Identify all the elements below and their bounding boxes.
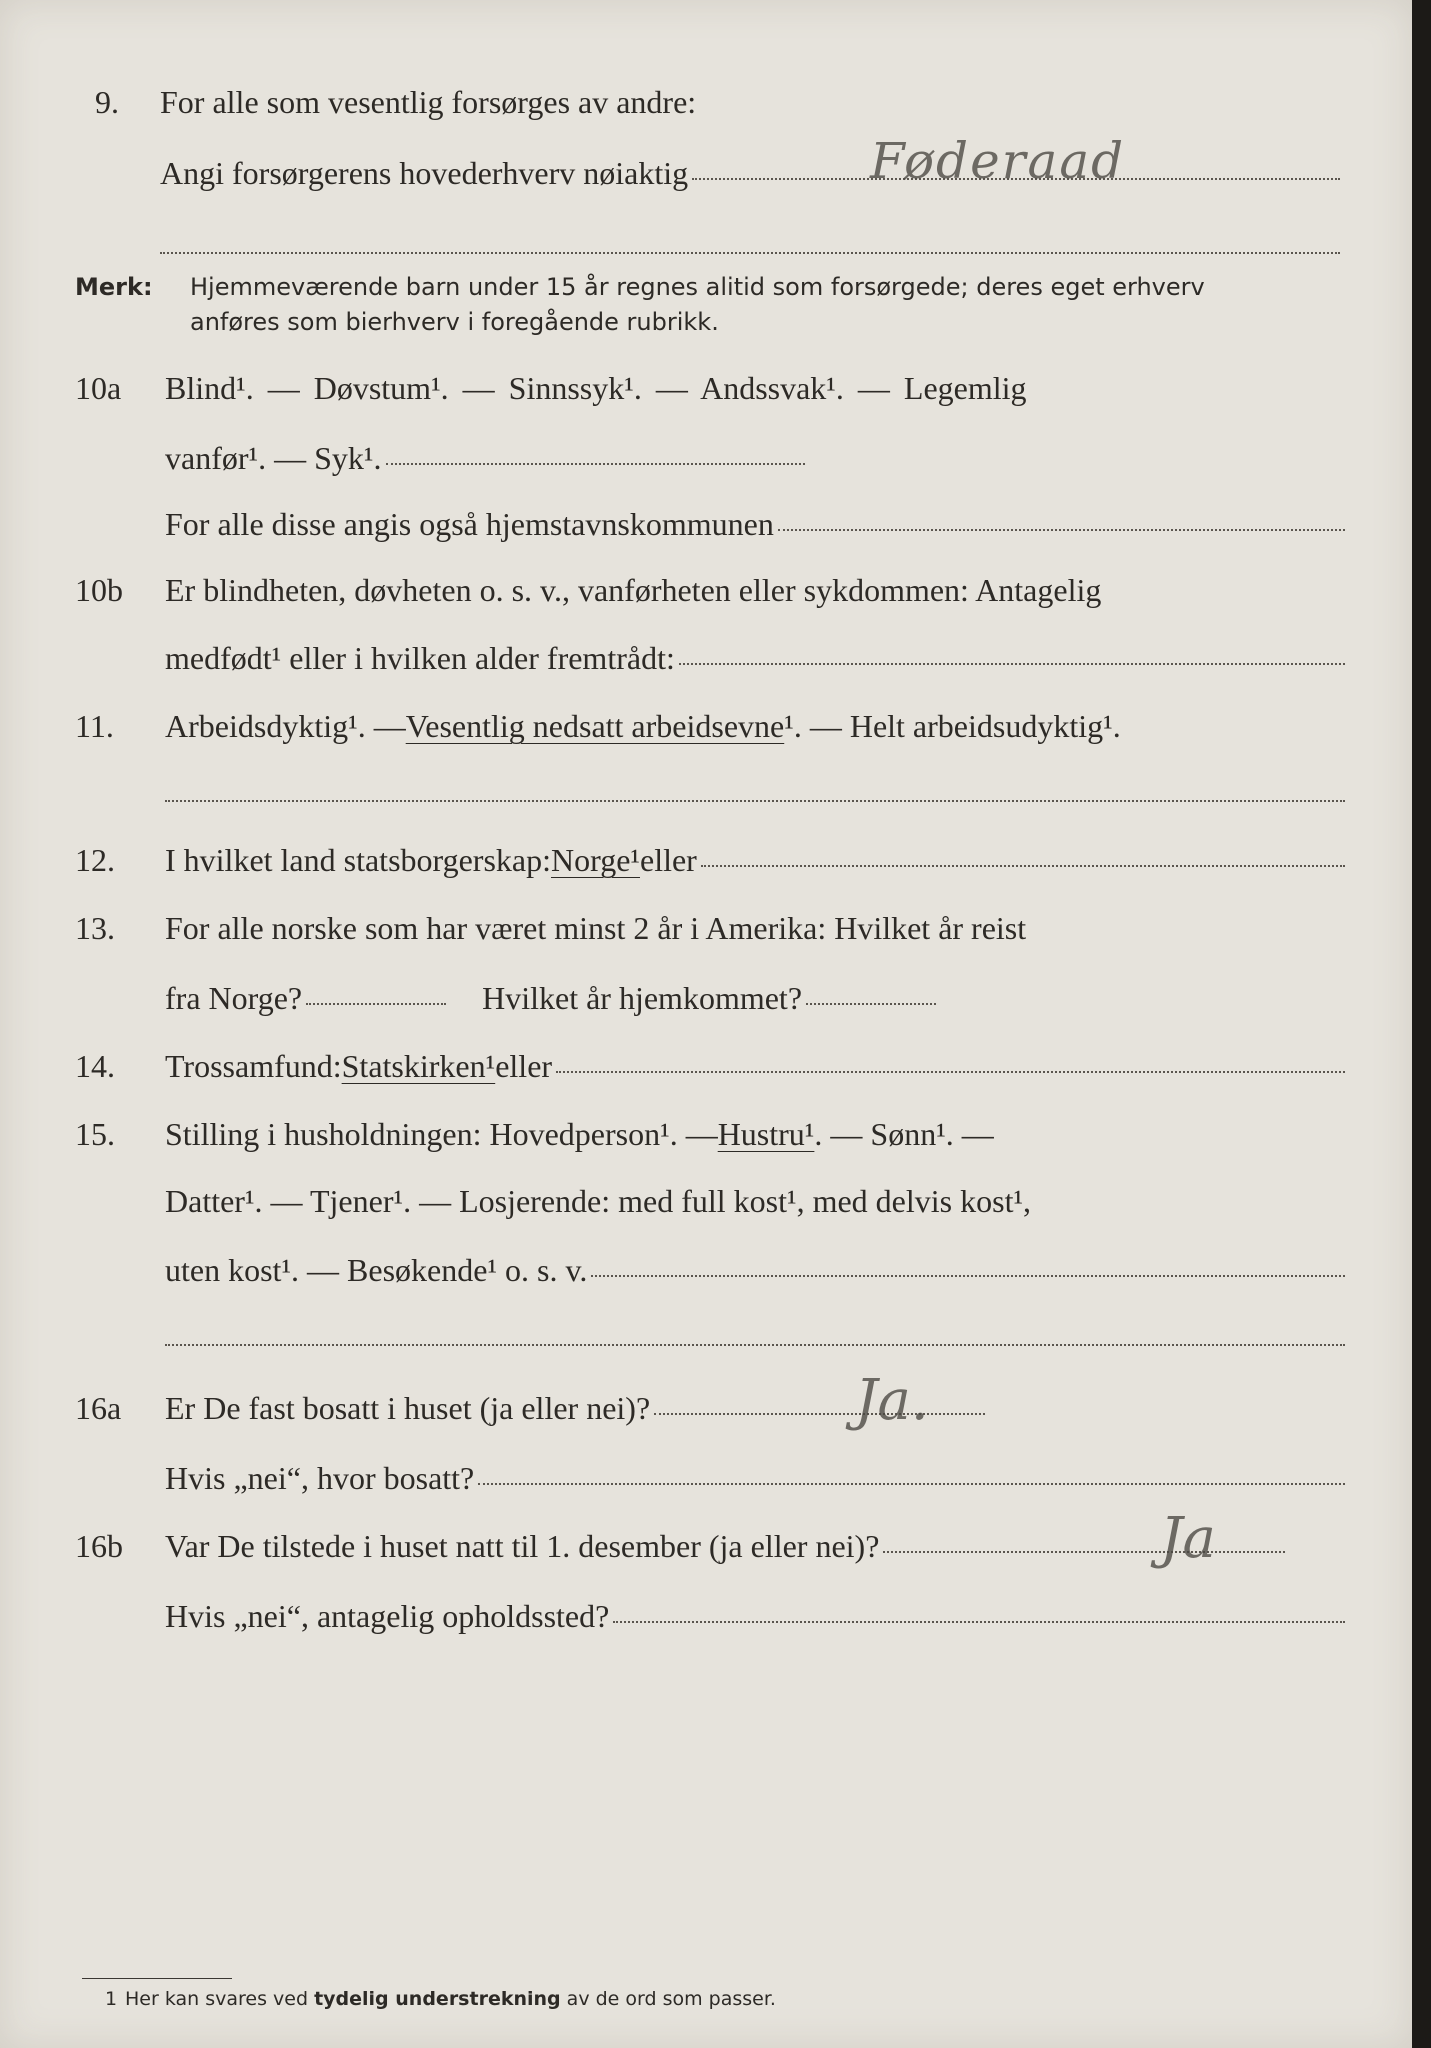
q16b-line2 [165,1598,1345,1635]
q13-line1 [165,910,1026,947]
q14-statskirken-underlined: Statskirken¹ [341,1048,496,1084]
footnote-rule [82,1978,232,1979]
q10a-hjemstavn-field[interactable] [778,529,1345,531]
footnote [105,1988,776,2010]
q16b-question: Var De tilstede i huset natt til 1. desember (ja eller nei)? [165,1528,880,1564]
footnote-text3: av de ord som passer. [560,1988,776,2010]
merk-line2: anføres som bierhverv i foregående rubrikk. [190,308,719,336]
q14-number: 14. [75,1048,115,1084]
q9-number: 9. [95,84,119,120]
q16a-handwritten-answer: Ja. [855,1368,929,1433]
q11-option3: ¹. — Helt arbeidsudyktig¹. [784,708,1121,744]
q15-options1-end: . — Sønn¹. — [814,1116,994,1152]
q9-line2 [160,155,1340,192]
q12-line1 [165,842,1345,879]
q10b-line2 [165,640,1345,677]
q16b-number: 16b [75,1528,123,1564]
q11-number: 11. [75,708,114,744]
q12-question: I hvilket land statsborgerskap: [165,842,551,878]
q16b-line1 [165,1528,1285,1565]
q10a-number: 10a [75,370,122,406]
q9-extra-answer-line[interactable] [160,252,1340,254]
q14-answer-field[interactable] [556,1071,1345,1073]
q16b-handwritten-answer: Ja [1160,1506,1216,1571]
q15-number: 15. [75,1116,115,1152]
q14-eller: eller [495,1048,553,1084]
footnote-text2-bold: tydelig understrekning [314,1988,561,2010]
q16a-hvis-nei-field[interactable] [478,1483,1345,1485]
footnote-text1: Her kan svares ved [125,1988,315,2010]
q11-line1 [165,708,1121,745]
q12-number: 12. [75,842,115,878]
q10a-hjemstavn-label: For alle disse angis også hjemstavnskommunen [165,506,774,542]
q11-answer-line[interactable] [165,800,1345,802]
q16a-answer-field[interactable] [654,1413,985,1415]
q15-line3 [165,1252,1345,1289]
q13-hjemkommet-label: Hvilket år hjemkommet? [482,980,803,1016]
q15-answer-field[interactable] [591,1275,1345,1277]
q16b-hvis-nei-label: Hvis „nei“, antagelig opholdssted? [165,1598,610,1634]
q16b-hvis-nei-field[interactable] [613,1621,1345,1623]
q10b-question: Er blindheten, døvheten o. s. v., vanførheten eller sykdommen: Antagelig [165,572,1102,608]
q12-answer-field[interactable] [701,865,1345,867]
q15-options1: Stilling i husholdningen: Hovedperson¹. — [165,1116,718,1152]
merk-label: Merk: [75,273,153,301]
q13-number: 13. [75,910,115,946]
q15-options2: Datter¹. — Tjener¹. — Losjerende: med full kost¹, med delvis kost¹, [165,1183,1032,1219]
q9-handwritten-answer: Føderaad [870,132,1126,190]
q10a-answer-field[interactable] [386,463,806,465]
q9-line1 [160,84,696,121]
q12-eller: eller [639,842,697,878]
footnote-number: 1 [105,1988,118,2010]
merk-line1: Hjemmeværende barn under 15 år regnes alitid som forsørgede; deres eget erhverv [190,273,1205,301]
q10b-number: 10b [75,572,123,608]
q15-options3: uten kost¹. — Besøkende¹ o. s. v. [165,1252,588,1288]
q16a-question: Er De fast bosatt i huset (ja eller nei)? [165,1390,651,1426]
q10b-label: medfødt¹ eller i hvilken alder fremtrådt: [165,640,675,676]
q9-question: For alle som vesentlig forsørges av andre: [160,84,697,120]
q9-label: Angi forsørgerens hovederhverv nøiaktig [160,155,689,191]
q10b-line1 [165,572,1101,609]
q13-reist-label: fra Norge? [165,980,303,1016]
q15-hustru-underlined: Hustru¹ [717,1116,815,1152]
q16a-line2 [165,1460,1345,1497]
q14-label: Trossamfund: [165,1048,342,1084]
q11-option1: Arbeidsdyktig¹. — [165,708,406,744]
q15-line1 [165,1116,994,1153]
q12-norge-underlined: Norge¹ [551,842,640,878]
q13-line2 [165,980,942,1017]
q10b-answer-field[interactable] [679,663,1345,665]
q10a-line1 [165,370,1027,407]
q13-hjemkommet-field[interactable] [806,1003,936,1005]
q13-reist-field[interactable] [306,1003,446,1005]
q14-line1 [165,1048,1345,1085]
q10a-options2: vanfør¹. — Syk¹. [165,440,382,476]
q16a-hvis-nei-label: Hvis „nei“, hvor bosatt? [165,1460,475,1496]
q16b-answer-field[interactable] [883,1551,1285,1553]
q13-question: For alle norske som har været minst 2 år i Amerika: Hvilket år reist [165,910,1027,946]
q16a-number: 16a [75,1390,122,1426]
q11-option2-underlined: Vesentlig nedsatt arbeidsevne [405,708,785,744]
q10a-options: Blind¹. — Døvstum¹. — Sinnssyk¹. — Andssvak¹. — Legemlig [165,370,1027,406]
q15-extra-answer-line[interactable] [165,1344,1345,1346]
q15-line2 [165,1183,1031,1220]
q10a-line2 [165,440,805,477]
q10a-line3 [165,506,1345,543]
